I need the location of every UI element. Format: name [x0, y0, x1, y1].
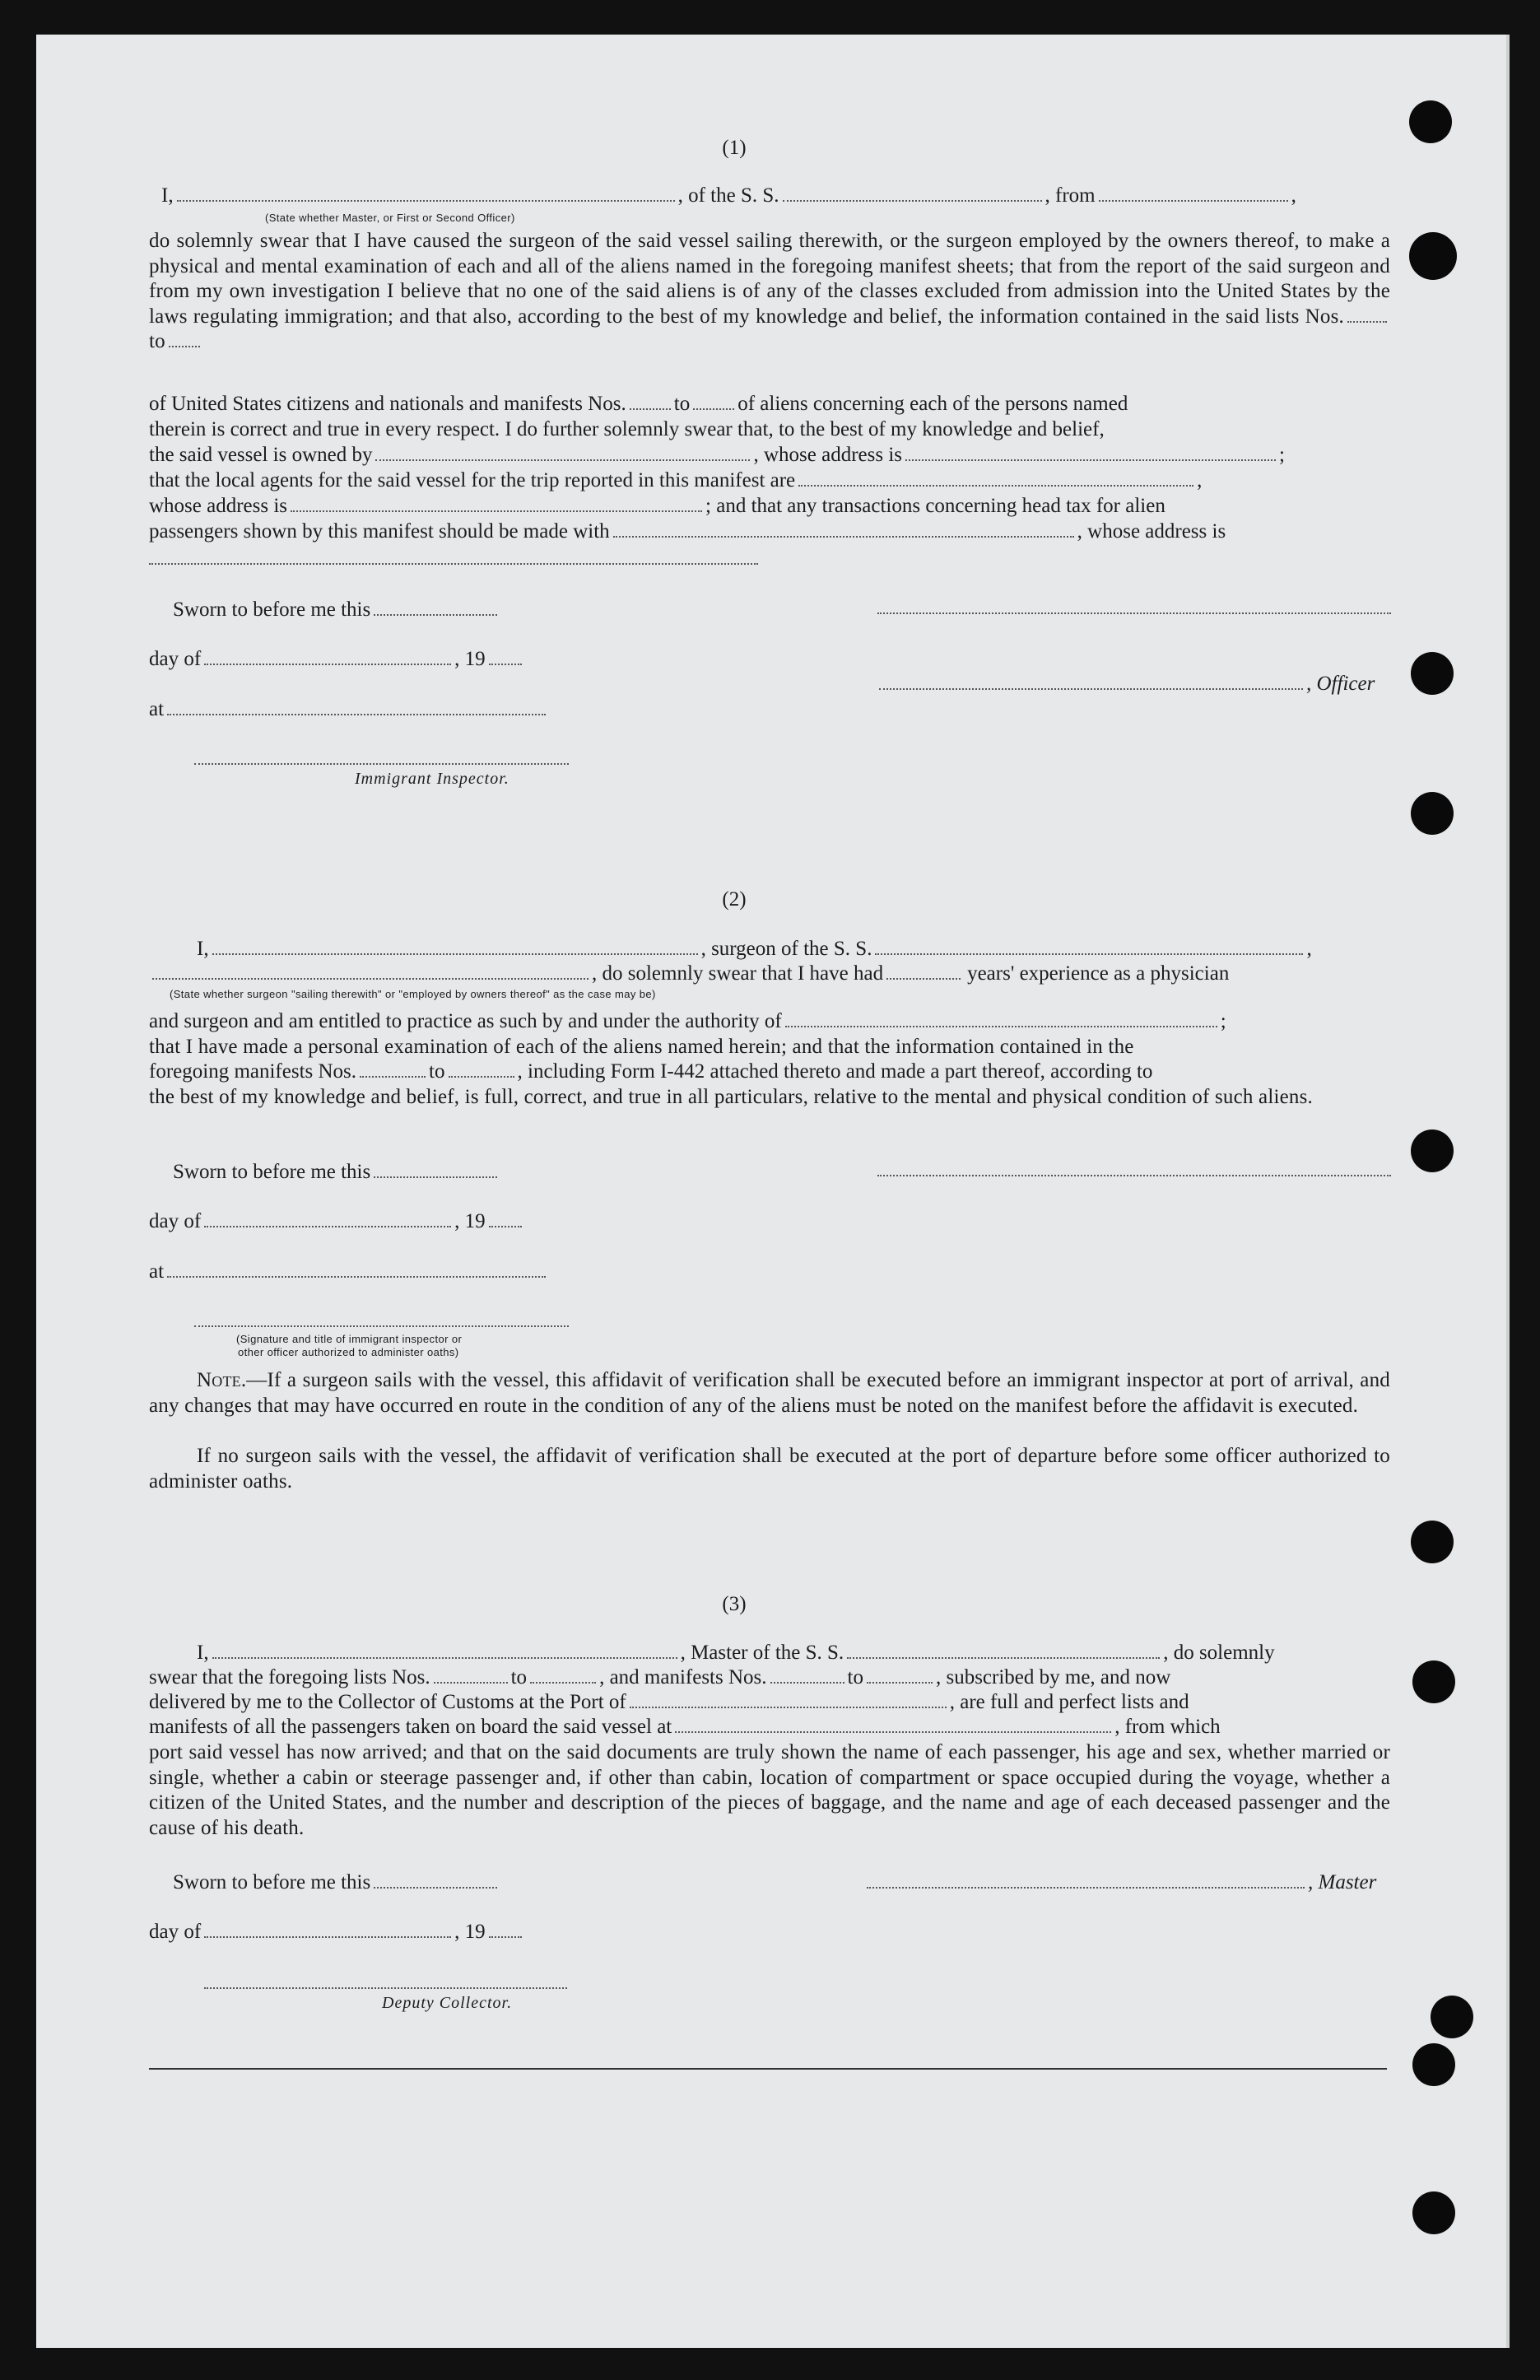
state-hint: (State whether Master, or First or Second Officer)	[265, 212, 515, 224]
master-line-1	[161, 184, 1296, 207]
master-signature-blank	[877, 612, 1391, 614]
manifests-to-blank	[867, 1682, 933, 1684]
do-solemnly-text: , do solemnly swear that I have had	[592, 962, 884, 985]
to-label: to	[429, 1060, 445, 1083]
manifest-from-blank	[360, 1076, 426, 1078]
citizens-end-text: of aliens concerning each of the persons named	[737, 393, 1128, 415]
officer-blank	[879, 688, 1303, 690]
master-of-text: , Master of the S. S.	[680, 1642, 844, 1664]
month-blank	[204, 1936, 451, 1938]
to-label: to	[510, 1666, 528, 1688]
month-blank	[204, 1226, 451, 1227]
to-label: to	[847, 1666, 863, 1688]
section-number: (3)	[722, 1593, 747, 1615]
day-of-line	[149, 1921, 525, 1944]
master-paragraph	[149, 229, 1390, 355]
agents-blank	[798, 485, 1193, 487]
ship-blank	[847, 1657, 1160, 1659]
inspector-signature-blank	[194, 1325, 569, 1327]
to-label: to	[673, 393, 691, 415]
punch-hole	[1431, 1996, 1473, 2038]
comma: ,	[1197, 469, 1203, 491]
sworn-line	[173, 1161, 500, 1184]
sworn-text: Sworn to before me this	[173, 598, 371, 621]
note-text: —If a surgeon sails with the vessel, this affidavit of verification shall be executed before an immigrant inspector at port of arrival, and any changes that may have occurred en route in the condition of any of the aliens must be noted on the manifest before the affidavit is executed.	[149, 1369, 1390, 1417]
punch-hole	[1412, 2043, 1455, 2086]
head-tax-line	[149, 520, 1226, 543]
surgeon-line-1	[197, 938, 1312, 961]
sworn-text: Sworn to before me this	[173, 1871, 371, 1893]
manifests-from-blank	[770, 1682, 844, 1684]
surgeon-of-text: , surgeon of the S. S.	[700, 938, 872, 960]
place-blank	[167, 1276, 546, 1278]
surgeon-line-2	[149, 962, 1229, 985]
whose-address-text: , whose address is	[753, 444, 903, 466]
head-tax-address-blank	[149, 563, 758, 565]
whose-address-text: , whose address is	[1077, 520, 1226, 543]
sworn-line	[173, 598, 500, 622]
port-blank	[630, 1707, 947, 1708]
day-of-text: day of	[149, 648, 202, 670]
year-text: , 19	[454, 1210, 486, 1232]
sworn-line	[173, 1871, 500, 1894]
citizens-text: of United States citizens and nationals and manifests Nos.	[149, 393, 626, 415]
surgeon-name-blank	[212, 953, 698, 955]
agents-address-line	[149, 495, 1165, 518]
punch-hole	[1411, 1521, 1454, 1563]
pronoun-i: I,	[161, 184, 174, 207]
swear-lists-text: swear that the foregoing lists Nos.	[149, 1666, 430, 1688]
agents-line	[149, 469, 1202, 492]
owned-line	[149, 444, 1285, 467]
at-line	[149, 698, 549, 721]
year-blank	[489, 1936, 522, 1938]
bottom-rule	[149, 2068, 1387, 2070]
years-experience-text: years' experience as a physician	[967, 962, 1230, 985]
agents-text: that the local agents for the said vessel for the trip reported in this manifest are	[149, 469, 796, 491]
note-label: Note.	[197, 1369, 247, 1391]
whose-address-text: whose address is	[149, 495, 288, 517]
signature-hint-1: (Signature and title of immigrant inspector or	[236, 1333, 463, 1345]
comma: ,	[1306, 938, 1312, 960]
inspector-label: Immigrant Inspector.	[355, 770, 509, 788]
month-blank	[204, 664, 451, 665]
section-number: (1)	[722, 137, 747, 159]
punch-hole	[1409, 100, 1452, 143]
from-blank	[1099, 200, 1288, 202]
years-blank	[886, 978, 961, 980]
note-paragraph-2: If no surgeon sails with the vessel, the affidavit of verification shall be executed at the port of departure before some officer authorized to administer oaths.	[149, 1445, 1390, 1493]
day-of-line	[149, 1210, 525, 1233]
owned-by-text: the said vessel is owned by	[149, 444, 373, 466]
year-blank	[489, 1226, 522, 1227]
year-blank	[489, 664, 522, 665]
master-label: , Master	[1308, 1871, 1377, 1893]
master-paragraph-text: do solemnly swear that I have caused the surgeon of the said vessel sailing therewith, or the surgeon employed by the owners thereof, to make a physical and mental examination of each and all of the aliens named in the foregoing manifest sheets; that from the report of the said surgeon and from my own investigation I believe that no one of the said aliens is of any of the classes excluded from admission into the United States by the laws regulating immigration; and that also, according to the best of my knowledge and belief, the information contained in the said lists Nos.	[149, 230, 1390, 328]
do-solemnly-text: , do solemnly	[1163, 1642, 1275, 1664]
examination-line: that I have made a personal examination of each of the aliens named herein; and that the information contained in the	[149, 1036, 1134, 1058]
section-number: (2)	[722, 888, 747, 911]
lists-from-blank	[434, 1682, 508, 1684]
name-blank	[177, 200, 675, 202]
sworn-text: Sworn to before me this	[173, 1161, 371, 1183]
subscribed-text: , subscribed by me, and now	[935, 1666, 1171, 1688]
day-of-text: day of	[149, 1210, 202, 1232]
year-text: , 19	[454, 1921, 486, 1943]
from-label: , from	[1045, 184, 1096, 207]
boarding-port-blank	[675, 1731, 1111, 1733]
inspector-signature-blank	[194, 763, 569, 765]
officer-label: , Officer	[1306, 673, 1375, 695]
surgeon-ship-blank	[875, 953, 1303, 955]
authority-line	[149, 1010, 1226, 1033]
agents-address-blank	[291, 510, 702, 512]
punch-hole	[1409, 232, 1457, 280]
manifests-to-blank	[693, 408, 734, 410]
master-signature-blank	[867, 1887, 1305, 1889]
therein-line: therein is correct and true in every respect. I do further solemnly swear that, to the best of my knowledge and belief,	[149, 418, 1105, 440]
collector-paragraph: port said vessel has now arrived; and that on the said documents are truly shown the name of each passenger, his age and sex, whether married or single, whether a cabin or steerage passenger and, if other than cabin, location of compartment or space occupied during the voyage, whether a citizen of the United States, and the number and description of the pieces of baggage, and the name and age of each deceased passenger and the cause of his death.	[149, 1741, 1390, 1839]
punch-hole	[1411, 1129, 1454, 1172]
owner-blank	[375, 459, 750, 461]
punch-hole	[1411, 652, 1454, 695]
to-label: to	[149, 330, 165, 352]
owner-address-blank	[905, 459, 1276, 461]
delivered-text: delivered by me to the Collector of Customs at the Port of	[149, 1691, 626, 1713]
head-tax-blank	[613, 536, 1074, 538]
note-paragraph	[149, 1368, 1390, 1418]
delivered-line	[149, 1691, 1189, 1714]
manifests-from-blank	[630, 408, 671, 410]
officer-line	[876, 673, 1375, 696]
pronoun-i: I,	[197, 1642, 209, 1664]
at-line	[149, 1260, 549, 1283]
authority-text: and surgeon and am entitled to practice as such by and under the authority of	[149, 1010, 782, 1032]
manifests-all-text: manifests of all the passengers taken on board the said vessel at	[149, 1716, 672, 1738]
lists-from-blank	[1347, 321, 1387, 323]
at-text: at	[149, 698, 165, 720]
and-manifests-text: , and manifests Nos.	[599, 1666, 767, 1688]
collector-line-1	[197, 1642, 1275, 1665]
punch-hole	[1411, 792, 1454, 835]
foregoing-line	[149, 1060, 1152, 1083]
manifests-all-line	[149, 1716, 1221, 1739]
lists-line	[149, 1666, 1170, 1689]
signature-hint-2: other officer authorized to administer oaths)	[238, 1346, 459, 1358]
pronoun-i: I,	[197, 938, 209, 960]
year-text: , 19	[454, 648, 486, 670]
of-ss-label: , of the S. S.	[677, 184, 779, 207]
punch-hole	[1412, 1660, 1455, 1703]
comma: ,	[1291, 184, 1296, 207]
from-which-text: , from which	[1114, 1716, 1221, 1738]
at-text: at	[149, 1260, 165, 1283]
full-perfect-text: , are full and perfect lists and	[949, 1691, 1189, 1713]
transactions-text: ; and that any transactions concerning head tax for alien	[705, 495, 1165, 517]
manifest-to-blank	[449, 1076, 514, 1078]
sworn-day-blank	[374, 614, 497, 616]
including-text: , including Form I-442 attached thereto and made a part thereof, according to	[517, 1060, 1153, 1083]
foregoing-text: foregoing manifests Nos.	[149, 1060, 357, 1083]
master-name-blank	[212, 1657, 677, 1659]
sworn-day-blank	[374, 1887, 497, 1889]
passengers-text: passengers shown by this manifest should be made with	[149, 520, 610, 543]
deputy-label: Deputy Collector.	[382, 1994, 513, 2012]
lists-to-blank	[169, 346, 200, 347]
day-of-line	[149, 648, 525, 671]
surgeon-status-blank	[152, 978, 589, 980]
surgeon-paragraph-end: the best of my knowledge and belief, is full, correct, and true in all particulars, relative to the mental and physical condition of such aliens.	[149, 1086, 1313, 1108]
day-of-text: day of	[149, 1921, 202, 1943]
master-signature-line	[863, 1871, 1376, 1894]
authority-blank	[785, 1026, 1217, 1027]
sworn-day-blank	[374, 1176, 497, 1178]
ship-blank	[783, 200, 1042, 202]
place-blank	[167, 714, 546, 715]
semicolon: ;	[1279, 444, 1285, 466]
citizens-line	[149, 393, 1390, 416]
deputy-signature-blank	[204, 1987, 567, 1989]
form-page	[36, 35, 1510, 2348]
surgeon-state-hint: (State whether surgeon "sailing therewith" or "employed by owners thereof" as the case may be)	[170, 988, 656, 1000]
surgeon-signature-blank	[877, 1175, 1391, 1176]
semicolon: ;	[1220, 1010, 1226, 1032]
lists-to-blank	[530, 1682, 596, 1684]
punch-hole	[1412, 2191, 1455, 2234]
